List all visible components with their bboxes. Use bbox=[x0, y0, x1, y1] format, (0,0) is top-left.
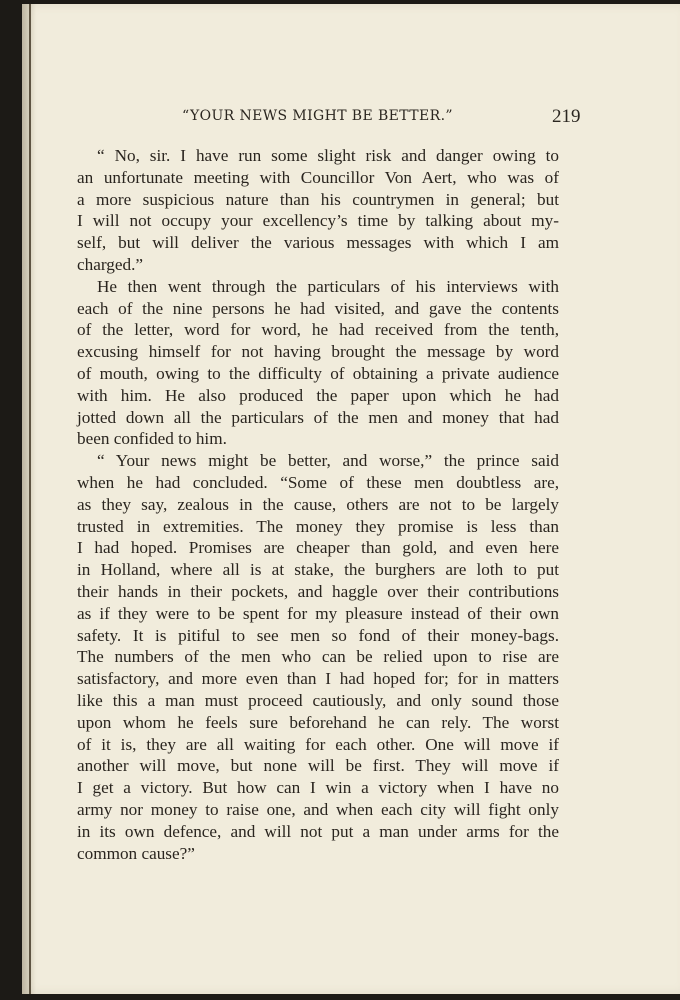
running-head: “YOUR NEWS MIGHT BE BETTER.” bbox=[182, 108, 453, 124]
text-line: as they say, zealous in the cause, others are not to be largely bbox=[77, 494, 559, 514]
text-line: when he had concluded. “Some of these men doubtless are, bbox=[77, 472, 559, 492]
body-text bbox=[77, 145, 559, 864]
text-line: another will move, but none will be first. They will move if bbox=[77, 756, 559, 776]
book-page bbox=[22, 4, 680, 994]
text-line: I get a victory. But how can I win a victory when I have no bbox=[77, 778, 559, 798]
text-line: of the letter, word for word, he had received from the tenth, bbox=[77, 320, 559, 340]
text-line: of mouth, owing to the difficulty of obtaining a private audience bbox=[77, 363, 559, 383]
text-line: each of the nine persons he had visited, and gave the contents bbox=[77, 298, 559, 318]
text-line: I will not occupy your excellency’s time by talking about my- bbox=[77, 211, 559, 231]
text-line: common cause?” bbox=[77, 843, 195, 863]
text-line: their hands in their pockets, and haggle over their contributions bbox=[77, 581, 559, 601]
paragraph bbox=[77, 276, 559, 450]
text-line: excusing himself for not having brought the message by word bbox=[77, 342, 559, 362]
text-line: army nor money to raise one, and when each city will fight only bbox=[77, 799, 559, 819]
text-line: an unfortunate meeting with Councillor Von Aert, who was of bbox=[77, 167, 559, 187]
paragraph bbox=[77, 450, 559, 864]
paragraph bbox=[77, 145, 559, 276]
text-line: The numbers of the men who can be relied upon to rise are bbox=[77, 647, 559, 667]
text-line: satisfactory, and more even than I had hoped for; for in matters bbox=[77, 669, 559, 689]
text-line: He then went through the particulars of his interviews with bbox=[97, 276, 559, 296]
text-line: a more suspicious nature than his countrymen in general; but bbox=[77, 189, 559, 209]
text-line: upon whom he feels sure beforehand he can rely. The worst bbox=[77, 712, 559, 732]
text-line: safety. It is pitiful to see men so fond of their money-bags. bbox=[77, 625, 559, 645]
binding-edge bbox=[29, 4, 31, 994]
text-line: of it is, they are all waiting for each other. One will move if bbox=[77, 734, 559, 754]
text-line: charged.” bbox=[77, 254, 144, 274]
text-line: “ Your news might be better, and worse,” the prince said bbox=[97, 451, 559, 471]
text-line: been confided to him. bbox=[77, 429, 227, 449]
bottom-border bbox=[0, 994, 680, 1000]
text-line: in its own defence, and will not put a man under arms for the bbox=[77, 821, 559, 841]
page-number: 219 bbox=[552, 106, 581, 127]
text-line: I had hoped. Promises are cheaper than gold, and even here bbox=[77, 538, 559, 558]
text-line: self, but will deliver the various messages with which I am bbox=[77, 233, 559, 253]
text-line: with him. He also produced the paper upon which he had bbox=[77, 385, 559, 405]
text-line: “ No, sir. I have run some slight risk and danger owing to bbox=[97, 146, 559, 165]
text-line: in Holland, where all is at stake, the burghers are loth to put bbox=[77, 560, 559, 580]
text-line: as if they were to be spent for my pleasure instead of their own bbox=[77, 603, 559, 623]
text-line: jotted down all the particulars of the men and money that had bbox=[77, 407, 559, 427]
text-line: like this a man must proceed cautiously, and only sound those bbox=[77, 690, 559, 710]
text-line: trusted in extremities. The money they promise is less than bbox=[77, 516, 559, 536]
